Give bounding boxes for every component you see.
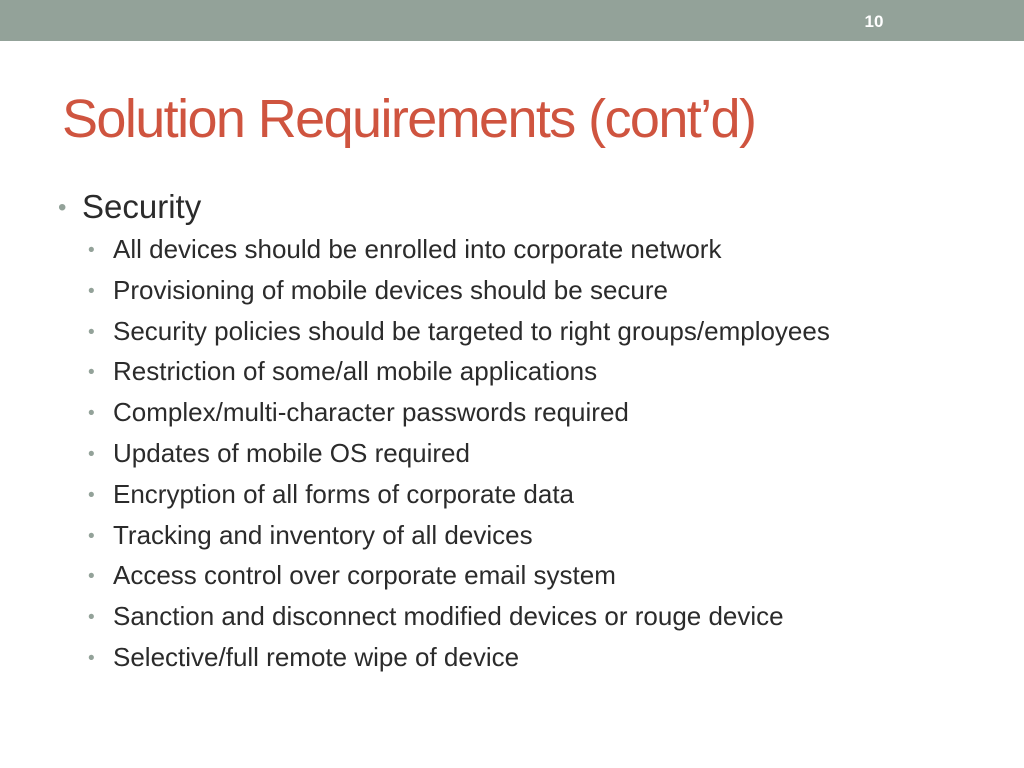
bullet-dot-icon: •	[88, 566, 95, 588]
bullet-dot-icon: •	[88, 647, 95, 669]
sub-bullet-item	[88, 393, 830, 434]
bullet-dot-icon: •	[88, 362, 95, 384]
sub-bullet-item	[88, 434, 830, 475]
bullet-dot-icon: •	[88, 403, 95, 425]
sub-bullet-item	[88, 230, 830, 271]
sub-bullet-item	[88, 271, 830, 312]
bullet-item-security	[58, 187, 830, 679]
sub-bullet-text: Access control over corporate email system	[113, 560, 616, 591]
sub-bullet-item	[88, 638, 830, 679]
sub-bullet-text: Security policies should be targeted to right groups/employees	[113, 315, 830, 346]
sub-bullet-text: Restriction of some/all mobile applications	[113, 356, 598, 387]
sub-bullet-text: Updates of mobile OS required	[113, 437, 470, 468]
bullet-dot-icon: •	[88, 525, 95, 547]
bullet-dot-icon: •	[88, 484, 95, 506]
sub-bullet-text: Complex/multi-character passwords required	[113, 397, 629, 428]
sub-bullet-item	[88, 312, 830, 353]
sub-bullet-item	[88, 556, 830, 597]
sub-bullet-item	[88, 597, 830, 638]
header-bar	[0, 0, 1024, 41]
slide-title: Solution Requirements (cont’d)	[62, 89, 756, 149]
sub-bullet-item	[88, 516, 830, 557]
bullet-dot-icon: •	[58, 194, 67, 221]
sub-bullet-text: Provisioning of mobile devices should be secure	[113, 274, 668, 305]
sub-bullet-text: Sanction and disconnect modified devices or rouge device	[113, 601, 784, 632]
sub-bullet-text: Tracking and inventory of all devices	[113, 519, 533, 550]
bullet-list	[58, 187, 830, 679]
slide-number: 10	[864, 12, 884, 31]
bullet-dot-icon: •	[88, 443, 95, 465]
sub-bullet-text: Encryption of all forms of corporate data	[113, 478, 575, 509]
bullet-dot-icon: •	[88, 321, 95, 343]
sub-bullet-list	[58, 230, 830, 679]
bullet-dot-icon: •	[88, 607, 95, 629]
sub-bullet-item	[88, 352, 830, 393]
sub-bullet-text: All devices should be enrolled into corporate network	[113, 234, 722, 264]
sub-bullet-item	[88, 475, 830, 516]
bullet-dot-icon: •	[88, 240, 95, 261]
sub-bullet-text: Selective/full remote wipe of device	[113, 641, 520, 672]
bullet-text: Security	[82, 188, 202, 225]
bullet-dot-icon: •	[88, 280, 95, 302]
